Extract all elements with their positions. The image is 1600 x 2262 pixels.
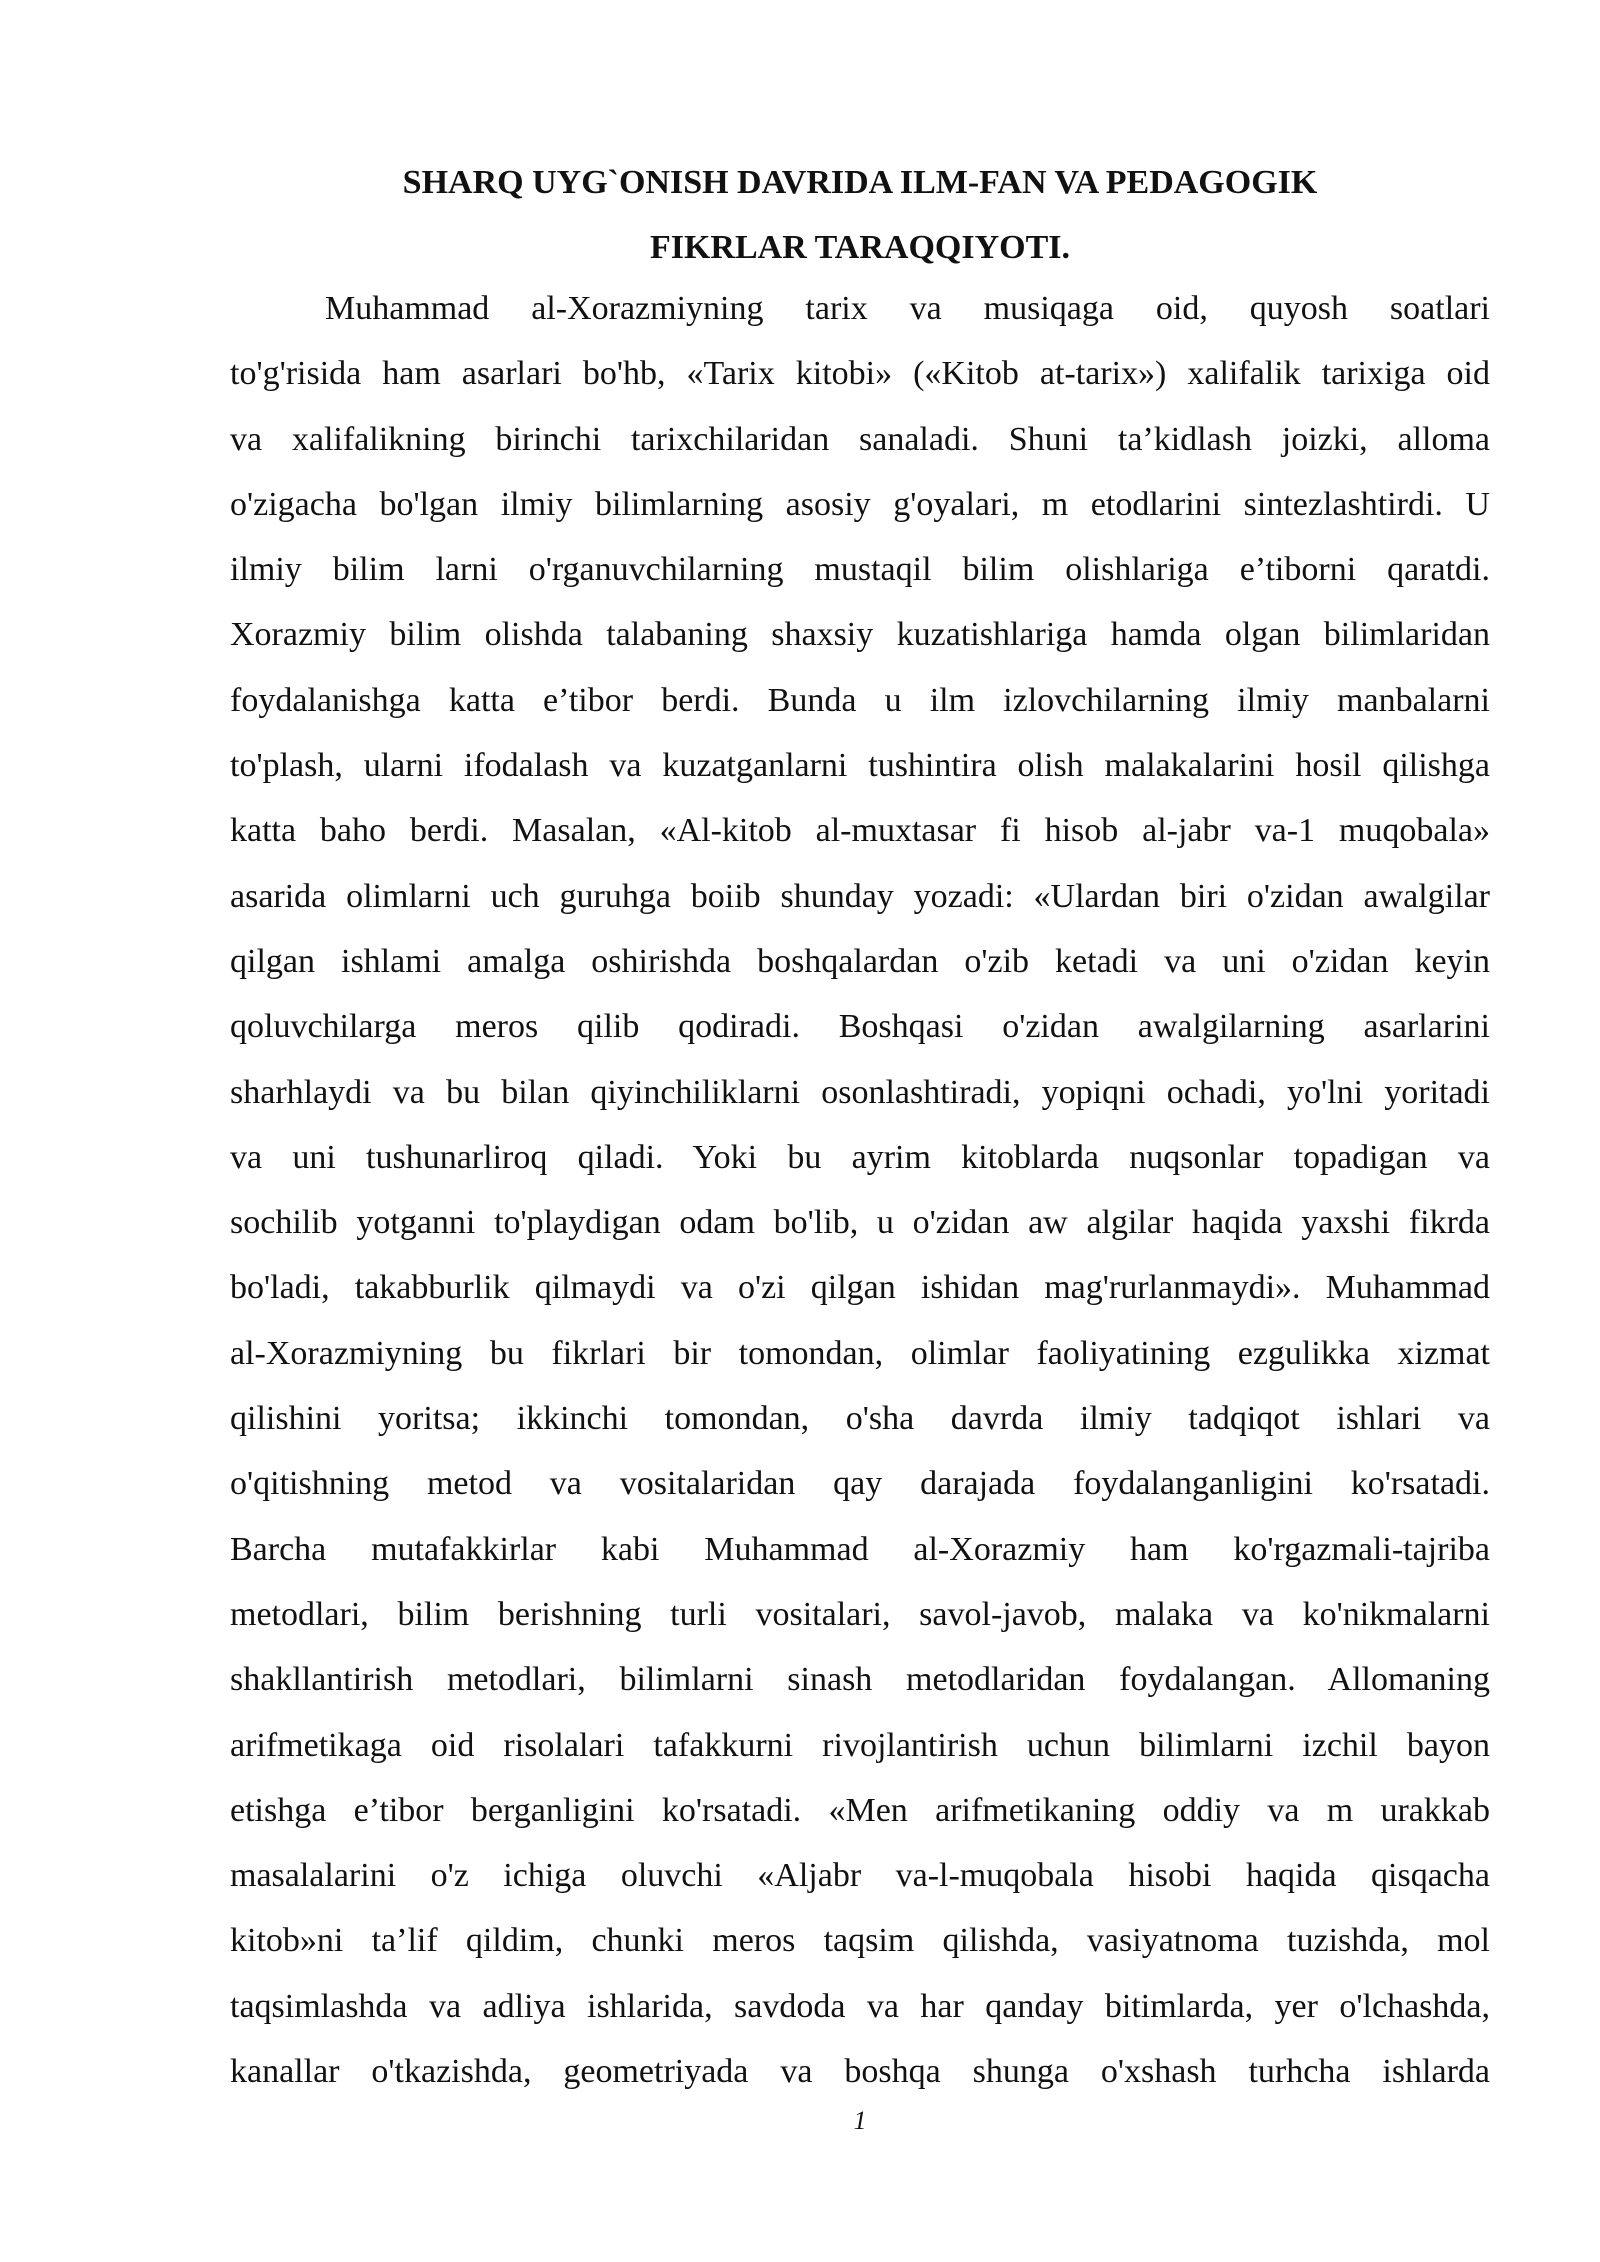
text-line: qoluvchilarga meros qilib qodiradi. Boshqasi o'zidan awalgilarning asarlarini bbox=[230, 1008, 1490, 1046]
text-line: o'qitishning metod va vositalaridan qay darajada foydalanganligini ko'rsatadi. bbox=[230, 1465, 1490, 1503]
text-line: va xalifalikning birinchi tarixchilaridan sanaladi. Shuni ta’kidlash joizki, alloma bbox=[230, 420, 1490, 458]
text-line: qilishini yoritsa; ikkinchi tomondan, o'sha davrda ilmiy tadqiqot ishlari va bbox=[230, 1400, 1490, 1438]
text-line: va uni tushunarliroq qiladi. Yoki bu ayrim kitoblarda nuqsonlar topadigan va bbox=[230, 1138, 1490, 1176]
text-line: kanallar o'tkazishda, geometriyada va boshqa shunga o'xshash turhcha ishlarda bbox=[230, 2053, 1490, 2091]
text-line: to'g'risida ham asarlari bo'hb, «Tarix kitobi» («Kitob at-tarix») xalifalik tarixiga oid bbox=[230, 355, 1490, 393]
text-line: taqsimlashda va adliya ishlarida, savdoda va har qanday bitimlarda, yer o'lchashda, bbox=[230, 1987, 1490, 2025]
text-line: arifmetikaga oid risolalari tafakkurni rivojlantirish uchun bilimlarni izchil bayon bbox=[230, 1726, 1490, 1764]
text-line: Xorazmiy bilim olishda talabaning shaxsiy kuzatishlariga hamda olgan bilimlaridan bbox=[230, 616, 1490, 654]
text-line: al-Xorazmiyning bu fikrlari bir tomondan, olimlar faoliyatining ezgulikka xizmat bbox=[230, 1334, 1490, 1372]
text-line: to'plash, ularni ifodalash va kuzatganlarni tushintira olish malakalarini hosil qilishga bbox=[230, 747, 1490, 785]
text-line: kitob»ni ta’lif qildim, chunki meros taqsim qilishda, vasiyatnoma tuzishda, mol bbox=[230, 1922, 1490, 1960]
text-line: masalalarini o'z ichiga oluvchi «Aljabr va-l-muqobala hisobi haqida qisqacha bbox=[230, 1857, 1490, 1895]
text-line: o'zigacha bo'lgan ilmiy bilimlarning asosiy g'oyalari, m etodlarini sintezlashtirdi. U bbox=[230, 485, 1490, 523]
text-line: etishga e’tibor berganligini ko'rsatadi. «Men arifmetikaning oddiy va m urakkab bbox=[230, 1791, 1490, 1829]
text-line: Barcha mutafakkirlar kabi Muhammad al-Xorazmiy ham ko'rgazmali-tajriba bbox=[230, 1530, 1490, 1568]
text-line: shakllantirish metodlari, bilimlarni sinash metodlaridan foydalangan. Allomaning bbox=[230, 1661, 1490, 1699]
text-line: Muhammad al-Xorazmiyning tarix va musiqaga oid, quyosh soatlari bbox=[325, 290, 1490, 327]
page-number: 1 bbox=[853, 2106, 867, 2135]
text-line: sharhlaydi va bu bilan qiyinchiliklarni osonlashtiradi, yopiqni ochadi, yo'lni yoritadi bbox=[230, 1073, 1490, 1111]
text-line: bo'ladi, takabburlik qilmaydi va o'zi qilgan ishidan mag'rurlanmaydi». Muhammad bbox=[230, 1269, 1490, 1307]
title-line-1: SHARQ UYG`ONISH DAVRIDA ILM-FAN VA PEDAGOGIK bbox=[402, 164, 1318, 201]
text-line: ilmiy bilim larni o'rganuvchilarning mustaqil bilim olishlariga e’tiborni qaratdi. bbox=[230, 551, 1490, 589]
text-line: foydalanishga katta e’tibor berdi. Bunda u ilm izlovchilarning ilmiy manbalarni bbox=[230, 681, 1490, 719]
text-line: katta baho berdi. Masalan, «Al-kitob al-muxtasar fi hisob al-jabr va-1 muqobala» bbox=[230, 812, 1490, 850]
document-title bbox=[230, 150, 1490, 280]
text-line: asarida olimlarni uch guruhga boiib shunday yozadi: «Ulardan biri o'zidan awalgilar bbox=[230, 877, 1490, 915]
text-line: qilgan ishlami amalga oshirishda boshqalardan o'zib ketadi va uni o'zidan keyin bbox=[230, 942, 1490, 980]
text-line: metodlari, bilim berishning turli vositalari, savol-javob, malaka va ko'nikmalarni bbox=[230, 1595, 1490, 1633]
body-paragraph bbox=[230, 276, 1490, 2104]
text-line: sochilib yotganni to'playdigan odam bo'lib, u o'zidan aw algilar haqida yaxshi fikrda bbox=[230, 1204, 1490, 1242]
title-line-2: FIKRLAR TARAQQIYOTI. bbox=[649, 229, 1071, 266]
